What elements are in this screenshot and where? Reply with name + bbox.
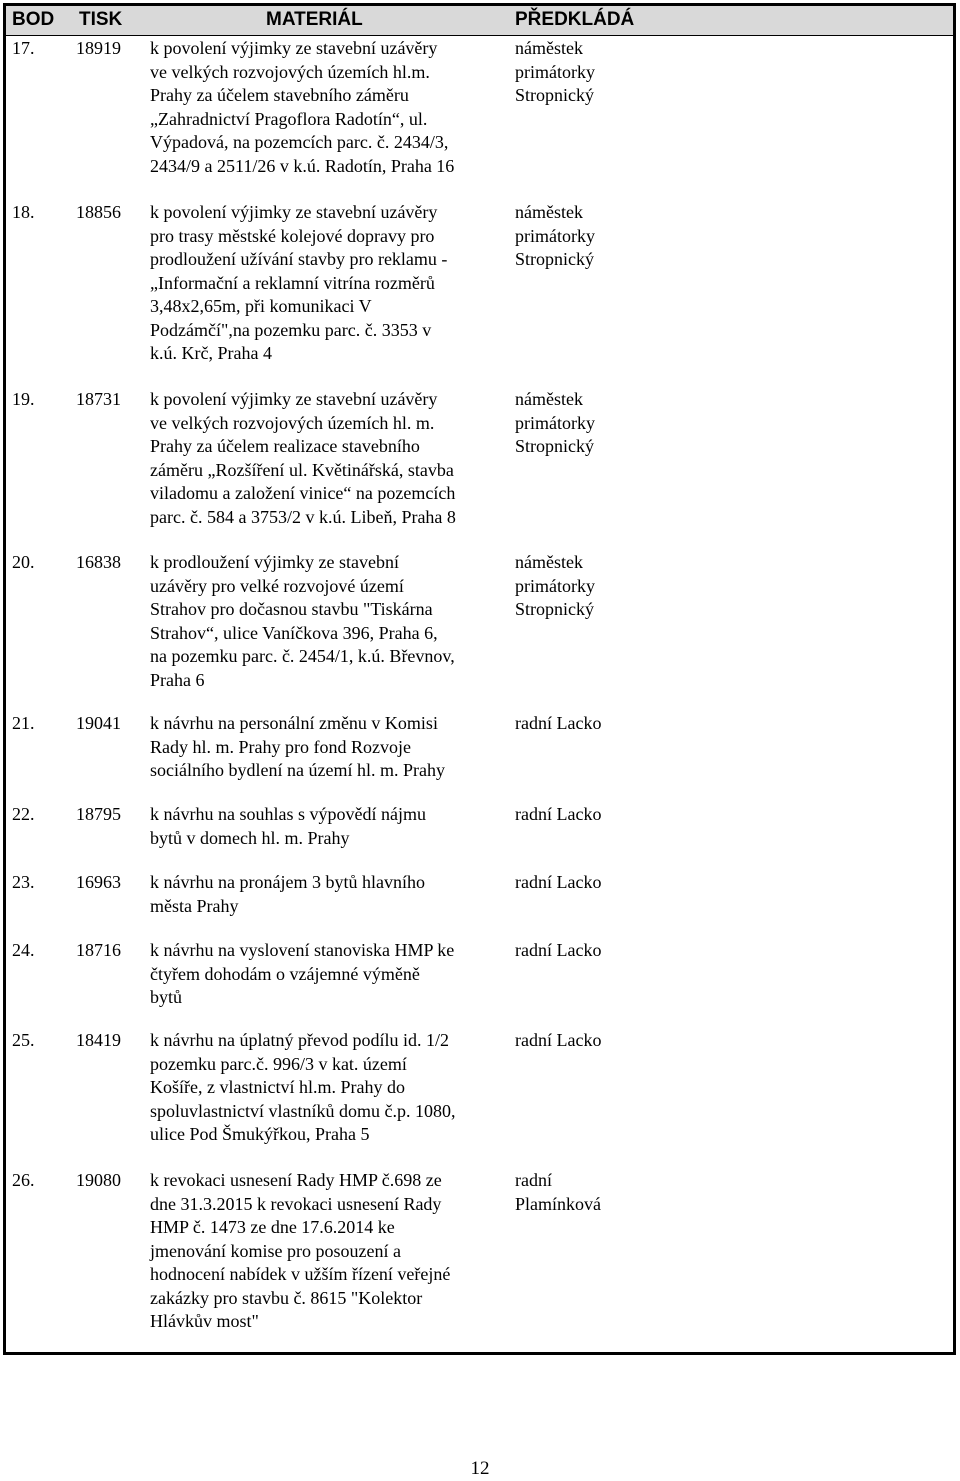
row-bod: 22.: [12, 804, 35, 824]
material-line: k revokaci usnesení Rady HMP č.698 ze: [150, 1170, 442, 1190]
row-bod: 21.: [12, 713, 35, 733]
row-tisk: 18716: [76, 940, 121, 960]
row-tisk: 19041: [76, 713, 121, 733]
material-line: k.ú. Krč, Praha 4: [150, 343, 272, 363]
row-bod: 17.: [12, 38, 35, 58]
row-material: [150, 551, 510, 692]
predklada-line: Stropnický: [515, 436, 594, 456]
material-line: k povolení výjimky ze stavební uzávěry: [150, 389, 438, 409]
material-line: k návrhu na souhlas s výpovědí nájmu: [150, 804, 426, 824]
row-material: [150, 1029, 510, 1147]
material-line: k návrhu na vyslovení stanoviska HMP ke: [150, 940, 455, 960]
row-bod: 24.: [12, 940, 35, 960]
row-material: [150, 712, 510, 783]
material-line: k povolení výjimky ze stavební uzávěry: [150, 202, 438, 222]
predklada-line: náměstek: [515, 202, 583, 222]
row-tisk: 16838: [76, 552, 121, 572]
row-predklada: [515, 803, 715, 827]
predklada-line: radní Lacko: [515, 713, 602, 733]
material-line: na pozemku parc. č. 2454/1, k.ú. Břevnov,: [150, 646, 455, 666]
row-tisk: 19080: [76, 1170, 121, 1190]
row-material: [150, 803, 510, 850]
material-line: parc. č. 584 a 3753/2 v k.ú. Libeň, Praha 8: [150, 506, 456, 527]
row-predklada: [515, 712, 715, 736]
predklada-line: radní Lacko: [515, 1030, 602, 1050]
material-line: zakázky pro stavbu č. 8615 "Kolektor: [150, 1287, 423, 1308]
row-predklada: [515, 388, 715, 459]
material-line: bytů v domech hl. m. Prahy: [150, 827, 350, 848]
row-predklada: [515, 871, 715, 895]
material-line: viladomu a založení vinice“ na pozemcích: [150, 483, 456, 503]
material-line: spoluvlastnictví vlastníků domu č.p. 1080,: [150, 1100, 456, 1121]
material-line: „Informační a reklamní vitrína rozměrů: [150, 272, 435, 293]
page-number: 12: [470, 1458, 490, 1479]
row-material: [150, 939, 510, 1010]
header-tisk: TISK: [79, 9, 123, 30]
row-tisk: 16963: [76, 872, 121, 892]
material-line: k návrhu na pronájem 3 bytů hlavního: [150, 872, 425, 892]
agenda-table: [3, 3, 956, 1355]
material-line: pro trasy městské kolejové dopravy pro: [150, 225, 435, 246]
material-line: Podzámčí",na pozemku parc. č. 3353 v: [150, 319, 432, 340]
row-tisk: 18919: [76, 38, 121, 58]
material-line: záměru „Rozšíření ul. Květinářská, stavba: [150, 459, 454, 480]
material-line: ve velkých rozvojových územích hl.m.: [150, 61, 430, 82]
row-tisk: 18731: [76, 389, 121, 409]
material-line: bytů: [150, 987, 183, 1007]
material-line: sociálního bydlení na území hl. m. Prahy: [150, 760, 445, 780]
material-line: Rady hl. m. Prahy pro fond Rozvoje: [150, 736, 411, 757]
material-line: hodnocení nabídek v užším řízení veřejné: [150, 1264, 451, 1284]
predklada-line: primátorky: [515, 225, 595, 246]
material-line: dne 31.3.2015 k revokaci usnesení Rady: [150, 1193, 442, 1214]
header-material: MATERIÁL: [266, 9, 363, 30]
material-line: Prahy za účelem realizace stavebního: [150, 436, 420, 456]
predklada-line: radní: [515, 1170, 552, 1190]
predklada-line: Stropnický: [515, 249, 594, 269]
row-predklada: [515, 1169, 715, 1216]
row-material: [150, 1169, 510, 1334]
material-line: 2434/9 a 2511/26 v k.ú. Radotín, Praha 16: [150, 155, 455, 176]
material-line: Košíře, z vlastnictví hl.m. Prahy do: [150, 1077, 405, 1097]
row-predklada: [515, 201, 715, 272]
predklada-line: primátorky: [515, 412, 595, 433]
material-line: HMP č. 1473 ze dne 17.6.2014 ke: [150, 1217, 395, 1237]
predklada-line: náměstek: [515, 38, 583, 58]
row-predklada: [515, 37, 715, 108]
material-line: pozemku parc.č. 996/3 v kat. území: [150, 1053, 407, 1074]
material-line: Strahov pro dočasnou stavbu "Tiskárna: [150, 599, 433, 619]
predklada-line: primátorky: [515, 575, 595, 596]
predklada-line: radní Lacko: [515, 940, 602, 960]
predklada-line: radní Lacko: [515, 804, 602, 824]
predklada-line: radní Lacko: [515, 872, 602, 892]
material-line: k návrhu na personální změnu v Komisi: [150, 713, 438, 733]
predklada-line: Stropnický: [515, 85, 594, 105]
material-line: jmenování komise pro posouzení a: [150, 1240, 401, 1261]
material-line: Hlávkův most": [150, 1311, 259, 1331]
predklada-line: náměstek: [515, 552, 583, 572]
row-material: [150, 37, 510, 178]
material-line: města Prahy: [150, 895, 239, 916]
row-tisk: 18856: [76, 202, 121, 222]
predklada-line: Stropnický: [515, 599, 594, 619]
predklada-line: náměstek: [515, 389, 583, 409]
material-line: k povolení výjimky ze stavební uzávěry: [150, 38, 438, 58]
material-line: ulice Pod Šmukýřkou, Praha 5: [150, 1124, 370, 1144]
row-bod: 20.: [12, 552, 35, 572]
material-line: Prahy za účelem stavebního záměru: [150, 85, 409, 105]
material-line: Výpadová, na pozemcích parc. č. 2434/3,: [150, 132, 449, 152]
row-bod: 18.: [12, 202, 35, 222]
material-line: 3,48x2,65m, při komunikaci V: [150, 296, 372, 316]
material-line: uzávěry pro velké rozvojové území: [150, 575, 404, 596]
row-tisk: 18795: [76, 804, 121, 824]
row-bod: 26.: [12, 1170, 35, 1190]
row-material: [150, 388, 510, 529]
material-line: čtyřem dohodám o vzájemné výměně: [150, 963, 420, 984]
row-bod: 25.: [12, 1030, 35, 1050]
row-tisk: 18419: [76, 1030, 121, 1050]
material-line: Strahov“, ulice Vaníčkova 396, Praha 6,: [150, 622, 438, 643]
row-material: [150, 871, 510, 918]
predklada-line: Plamínková: [515, 1193, 601, 1214]
row-predklada: [515, 551, 715, 622]
material-line: „Zahradnictví Pragoflora Radotín“, ul.: [150, 108, 428, 129]
predklada-line: primátorky: [515, 61, 595, 82]
material-line: Praha 6: [150, 669, 205, 690]
table-header: [6, 6, 953, 36]
header-bod: BOD: [12, 9, 55, 30]
row-bod: 19.: [12, 389, 35, 409]
row-predklada: [515, 939, 715, 963]
material-line: k návrhu na úplatný převod podílu id. 1/2: [150, 1030, 449, 1050]
material-line: k prodloužení výjimky ze stavební: [150, 552, 399, 572]
material-line: prodloužení užívání stavby pro reklamu -: [150, 249, 448, 269]
row-predklada: [515, 1029, 715, 1053]
material-line: ve velkých rozvojových územích hl. m.: [150, 412, 435, 433]
row-material: [150, 201, 510, 366]
row-bod: 23.: [12, 872, 35, 892]
header-predklada: PŘEDKLÁDÁ: [515, 9, 635, 30]
